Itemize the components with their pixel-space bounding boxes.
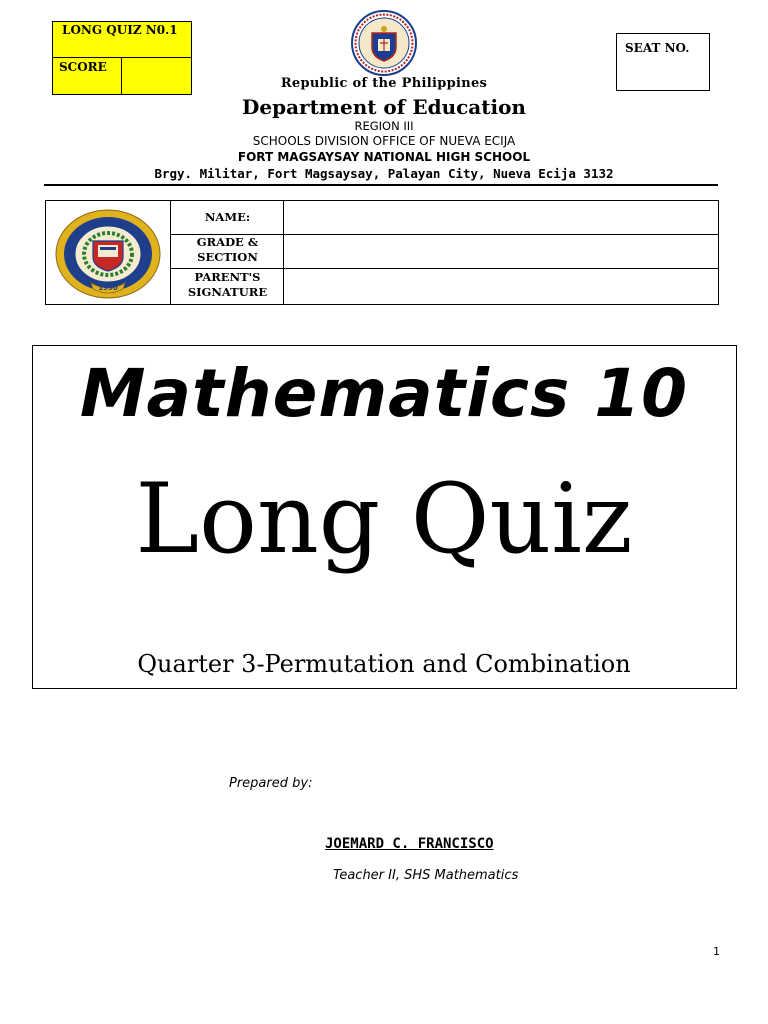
- school-heading: FORT MAGSAYSAY NATIONAL HIGH SCHOOL: [237, 150, 531, 164]
- name-label: NAME:: [204, 210, 251, 224]
- score-label: SCORE: [59, 60, 107, 74]
- department-heading: Department of Education: [242, 95, 526, 119]
- parent-signature-label: [171, 270, 284, 300]
- quiz-title: Long Quiz: [135, 463, 633, 575]
- grade-section-field[interactable]: [284, 235, 717, 268]
- school-logo: [55, 209, 161, 299]
- teacher-name: JOEMARD C. FRANCISCO: [325, 836, 494, 852]
- region-heading: REGION III: [354, 119, 414, 133]
- grade-section-label: [171, 235, 284, 265]
- page-number: 1: [713, 945, 720, 958]
- logo-year: 1990: [98, 284, 118, 292]
- parent-label-line1: PARENT'S: [194, 270, 261, 284]
- quiz-number-label: LONG QUIZ N0.1: [62, 23, 178, 37]
- prepared-by-label: Prepared by:: [229, 776, 313, 791]
- quiz-number-cell: [53, 22, 191, 58]
- school-address: Brgy. Militar, Fort Magsaysay, Palayan City, Nueva Ecija 3132: [154, 166, 614, 181]
- grade-label-line2: SECTION: [197, 250, 258, 264]
- name-field[interactable]: [284, 202, 717, 234]
- division-heading: SCHOOLS DIVISION OFFICE OF NUEVA ECIJA: [252, 134, 516, 148]
- deped-seal-logo: [350, 9, 418, 77]
- seat-number-label: SEAT NO.: [625, 41, 690, 55]
- teacher-position: Teacher II, SHS Mathematics: [333, 868, 519, 883]
- header-divider: [44, 184, 718, 186]
- topic-subtitle: Quarter 3-Permutation and Combination: [137, 650, 631, 678]
- republic-heading: Republic of the Philippines: [280, 76, 488, 91]
- grade-label-line1: GRADE &: [196, 235, 259, 249]
- subject-title: Mathematics 10: [79, 355, 689, 432]
- parent-label-line2: SIGNATURE: [187, 285, 268, 299]
- parent-signature-field[interactable]: [284, 269, 717, 303]
